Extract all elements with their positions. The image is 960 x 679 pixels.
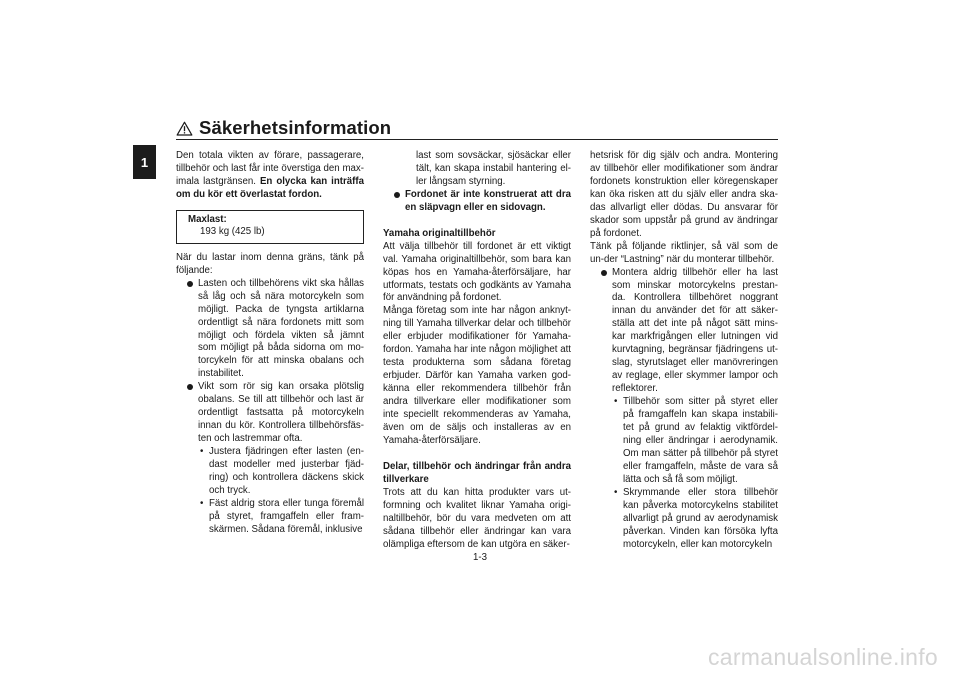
sub-bullet-text: Justera fjädringen efter lasten (en-dast modeller med justerbar fjäd-ring) och kontrollera däckens skick och tryck. — [209, 446, 364, 496]
sub-bullet-icon: • — [200, 497, 204, 509]
column-2 — [383, 150, 571, 552]
bullet-text: Fordonet är inte konstruerat att dra en släpvagn eller en sidovagn. — [405, 188, 571, 213]
sub-bullet-item — [590, 396, 778, 487]
paragraph: Många företag som inte har någon anknyt-ning till Yamaha tillverkar delar och tillbehör eller erbjuder modifikationer för Yamaha-fordon. Yamaha har inte någon möjlighet att testa produkterna som sådana företag erbjuder. Därför kan Yamaha varken god-känna eller rekommendera tillbehör från andra tillverkare eller modifikationer som inte speciellt rekommenderas av Yamaha, även om de säljs och installeras av en Yamaha-återförsäljare. — [383, 305, 571, 446]
page-header — [176, 117, 391, 139]
column-3 — [590, 150, 778, 552]
bullet-item — [176, 381, 364, 446]
paragraph: När du lastar inom denna gräns, tänk på följande: — [176, 251, 364, 276]
bullet-text: Vikt som rör sig kan orsaka plötslig obalans. Se till att tillbehör och last är ordentligt fastsatta på motorcykeln innan du kör. Kontrollera tillbehörsfäs-ten och lastremmar ofta. — [198, 381, 364, 445]
sub-bullet-continuation: last som sovsäckar, sjösäckar eller tält, kan skapa instabil hantering el-ler långsam styrning. — [416, 150, 571, 187]
max-load-value: 193 kg (425 lb) — [200, 226, 265, 238]
max-load-label: Maxlast: — [188, 213, 227, 225]
paragraph: Tänk på följande riktlinjer, så väl som de un-der “Lastning” när du monterar tillbehör. — [590, 240, 778, 265]
header-divider — [176, 139, 778, 140]
bullet-icon — [394, 192, 400, 198]
bullet-text: Lasten och tillbehörens vikt ska hållas så låg och så nära motorcykeln som möjligt. Packa de tyngsta artiklarna ordentligt så nära fordonets mitt som möjligt och fördela vikten så jämnt som möjligt på båda sidorna om mo-torcykeln för att minska obalans och instabilitet. — [198, 277, 364, 380]
sub-bullet-text: Tillbehör som sitter på styret eller på framgaffeln kan skapa instabili-tet på grund av felaktig viktfördel-ning eller ändringar i aerodynamik. Om man sätter på tillbehör på styret eller framgaffeln, måste de vara så lätta och så få som möjligt. — [623, 396, 778, 485]
column-1 — [176, 150, 364, 537]
section-heading: Yamaha originaltillbehör — [383, 227, 496, 239]
bullet-item — [383, 189, 571, 215]
paragraph: hetsrisk för dig själv och andra. Montering av tillbehör eller modifikationer som ändrar fordonets konstruktion eller köregenskaper kan öka risken att du själv eller andra ska-das allvarligt eller dödas. Du ansvarar för skador som uppstår på grund av ändringar på fordonet. — [590, 150, 778, 239]
bullet-icon — [601, 270, 607, 276]
sub-bullet-icon: • — [200, 446, 204, 458]
sub-bullet-icon: • — [614, 396, 618, 408]
sub-bullet-item — [590, 487, 778, 552]
chapter-tab: 1 — [133, 145, 156, 179]
bullet-icon — [187, 384, 193, 390]
paragraph: Att välja tillbehör till fordonet är ett viktigt val. Yamaha originaltillbehör, som bara kan köpas hos en Yamaha-återförsäljare, har utformats, testats och godkänts av Yamaha för användning på fordonet. — [383, 240, 571, 304]
bullet-item — [176, 278, 364, 382]
bullet-text: Montera aldrig tillbehör eller ha last som minskar motorcykelns prestan-da. Kontrollera tillbehöret noggrant innan du använder det för att säker-ställa att det inte på något sätt mins-kar markfrigången eller lutningen vid kurvtagning, begränsar fjädringens ut-slag, styrutslaget eller manövreringen av reglage, eller skymmer lampor och reflektorer. — [612, 266, 778, 395]
bullet-item — [590, 267, 778, 397]
warning-triangle-icon — [176, 121, 193, 136]
watermark: carmanualsonline.info — [707, 644, 938, 670]
sub-bullet-text: Fäst aldrig stora eller tunga föremål på styret, framgaffeln eller fram-skärmen. Sådana föremål, inklusive — [209, 497, 364, 535]
paragraph — [176, 150, 364, 202]
page-number: 1-3 — [472, 552, 487, 563]
bullet-icon — [187, 281, 193, 287]
sub-bullet-icon: • — [614, 486, 618, 498]
page-title: Säkerhetsinformation — [199, 117, 392, 138]
paragraph: Trots att du kan hitta produkter vars ut-formning och kvalitet liknar Yamaha origi-naltillbehör, bör du vara medveten om att sådana tillbehör eller ändringar kan vara olämpliga eftersom de kan utgöra en säker- — [383, 486, 571, 550]
sub-bullet-item — [176, 446, 364, 498]
paragraph-text: Den totala vikten av förare, passagerare, tillbehör och last får inte överstiga den max-imala lastgränsen. — [176, 150, 364, 187]
section-heading: Delar, tillbehör och ändringar från andra tillverkare — [383, 460, 571, 485]
sub-bullet-text: Skrymmande eller stora tillbehör kan påverka motorcykelns stabilitet allvarligt på grund av aerodynamisk påverkan. Vinden kan försöka lyfta motorcykeln, eller kan motorcykeln — [623, 486, 778, 550]
sub-bullet-item — [176, 498, 364, 537]
paragraph-bold-text: En olycka kan inträffa om du kör ett överlastat fordon. — [176, 175, 364, 200]
max-load-box — [176, 210, 364, 244]
